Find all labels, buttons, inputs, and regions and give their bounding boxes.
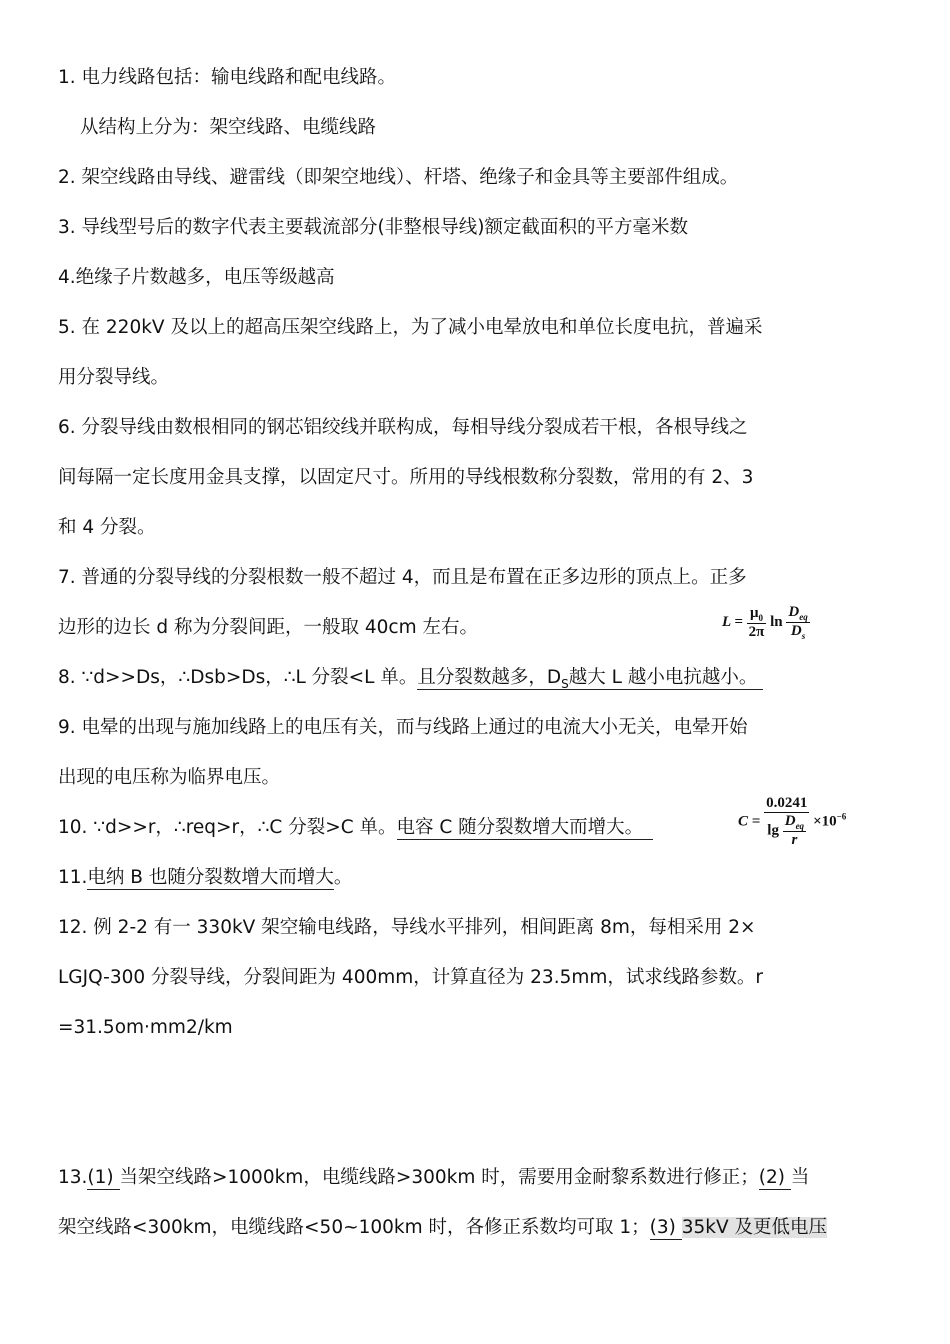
item-10 [58, 816, 653, 840]
formula-L-ln: ln [770, 613, 783, 630]
item-8-text: 8. ∵d>>Ds，∴Dsb>Ds，∴L 分裂<L 单。 [58, 667, 418, 688]
formula-L-den-sub: s [801, 631, 806, 641]
item-7-line-1: 7. 普通的分裂导线的分裂根数一般不超过 4，而且是布置在正多边形的顶点上。正多 [58, 567, 747, 588]
item-13-marker-2: (2) [758, 1167, 791, 1188]
item-8 [58, 666, 763, 691]
item-7-line-2: 边形的边长 d 称为分裂间距，一般取 40cm 左右。 [58, 617, 479, 638]
item-13-marker-1: (1) [87, 1167, 120, 1188]
item-10-underlined: 电容 C 随分裂数增大而增大。 [397, 817, 654, 840]
item-10-text: 10. ∵d>>r，∴req>r，∴C 分裂>C 单。 [58, 817, 397, 838]
item-3: 3. 导线型号后的数字代表主要载流部分(非整根导线)额定截面积的平方毫米数 [58, 217, 688, 238]
formula-C-lhs: C = [738, 813, 761, 830]
item-9-line-1: 9. 电晕的出现与施加线路上的电压有关，而与线路上通过的电流大小无关，电晕开始 [58, 717, 748, 738]
item-11-underlined: 电纳 B 也随分裂数增大而增大 [87, 867, 334, 888]
formula-L-den: D [790, 623, 802, 639]
formula-L-lhs: L = [722, 613, 743, 630]
formula-L-mu-sub: 0 [758, 612, 764, 623]
formula-L-mu: μ [750, 604, 759, 621]
item-8-subscript: S [561, 677, 569, 691]
item-1-structure: 从结构上分为：架空线路、电缆线路 [80, 117, 377, 138]
item-5-line-1: 5. 在 220kV 及以上的超高压架空线路上，为了减小电晕放电和单位长度电抗，普遍采 [58, 317, 763, 338]
formula-C-times: ×10 [813, 813, 837, 830]
item-8-underlined-b: 越大 L 越小电抗越小。 [568, 667, 758, 688]
capacitance-formula [738, 795, 846, 849]
formula-C-inner-sub: eq [795, 821, 805, 831]
item-13-text-1: 当架空线路>1000km，电缆线路>300km 时，需要用金耐黎系数进行修正； [119, 1167, 759, 1188]
item-13-text-2: 当 [790, 1167, 810, 1188]
formula-L-coefficient [747, 605, 767, 641]
item-4: 4.绝缘子片数越多，电压等级越高 [58, 267, 335, 288]
item-13-text-3: 架空线路<300km，电缆线路<50~100km 时，各修正系数均可取 1； [58, 1217, 650, 1238]
item-8-underlined [417, 667, 763, 690]
inductance-formula [722, 604, 810, 641]
item-11-number: 11. [58, 867, 88, 888]
formula-L-ratio [786, 604, 809, 641]
formula-C-num: 0.0241 [766, 795, 808, 811]
formula-C-inner-den: r [791, 832, 798, 848]
item-13-marker-3: (3) [649, 1217, 682, 1238]
item-2: 2. 架空线路由导线、避雷线（即架空地线）、杆塔、绝缘子和金具等主要部件组成。 [58, 167, 739, 188]
formula-C-inner-num: D [784, 813, 796, 829]
item-8-underlined-a: 且分裂数越多，D [417, 667, 562, 688]
item-13-line-2 [58, 1216, 827, 1240]
formula-C-lg: lg [767, 822, 779, 839]
item-9-line-2: 出现的电压称为临界电压。 [58, 767, 281, 788]
formula-L-2pi: 2π [748, 623, 765, 640]
formula-C-exp: −6 [836, 811, 847, 822]
item-11 [58, 866, 352, 890]
formula-C-inner [783, 813, 806, 849]
item-6-line-3: 和 4 分裂。 [58, 517, 156, 538]
item-6-line-1: 6. 分裂导线由数根相同的钢芯铝绞线并联构成，每相导线分裂成若干根，各根导线之 [58, 417, 748, 438]
item-12-line-3: =31.5om·mm2/km [58, 1017, 233, 1038]
item-13-number: 13. [58, 1167, 88, 1188]
item-5-line-2: 用分裂导线。 [58, 367, 170, 388]
formula-L-num: D [788, 604, 800, 620]
item-13-highlighted: 35kV 及更低电压 [681, 1217, 828, 1238]
item-1: 1. 电力线路包括：输电线路和配电线路。 [58, 67, 397, 88]
item-13-line-1 [58, 1166, 809, 1190]
item-11-end: 。 [333, 867, 353, 888]
item-12-line-2: LGJQ-300 分裂导线，分裂间距为 400mm，计算直径为 23.5mm，试求线路参数。r [58, 967, 763, 988]
formula-L-num-sub: eq [799, 612, 808, 622]
item-6-line-2: 间每隔一定长度用金具支撑，以固定尺寸。所用的导线根数称分裂数，常用的有 2、3 [58, 467, 754, 488]
formula-C-fraction [764, 795, 809, 849]
item-12-line-1: 12. 例 2-2 有一 330kV 架空输电线路，导线水平排列，相间距离 8m，每相采用 2× [58, 917, 756, 938]
